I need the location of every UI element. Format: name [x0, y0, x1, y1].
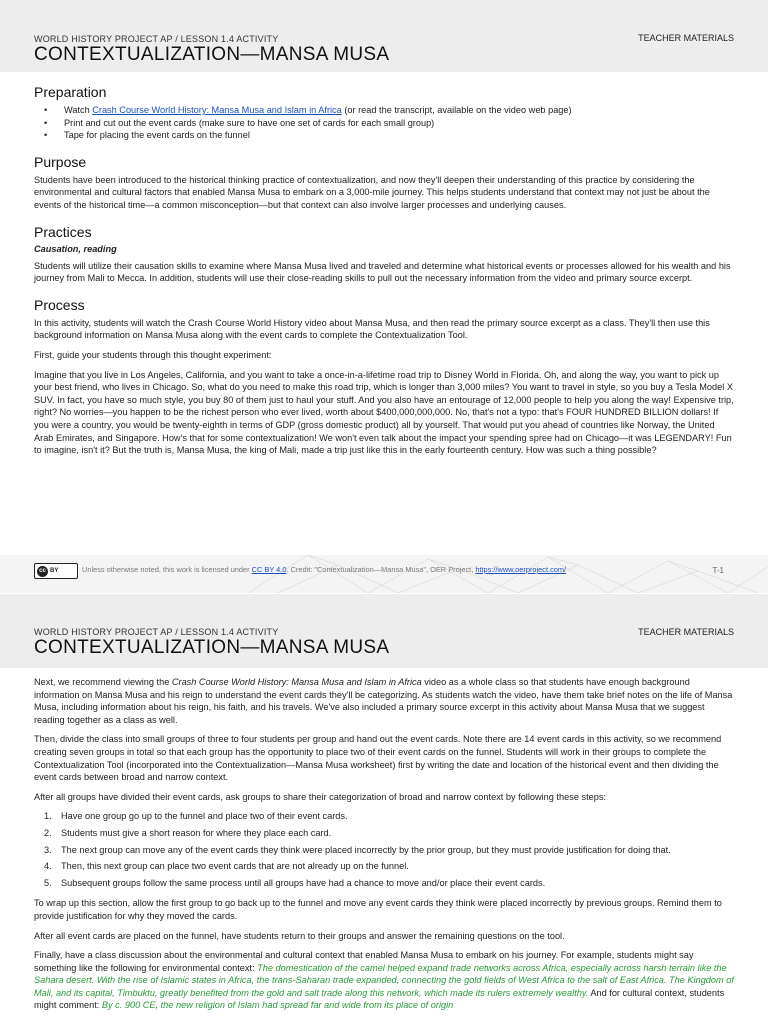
page-number: T-1	[712, 566, 724, 575]
step-number: 5.	[44, 877, 52, 888]
p6-suffix: And for cultural context, students might comment:	[34, 987, 725, 1011]
cc-icon: cc	[37, 566, 48, 577]
remaining-questions-paragraph: After all event cards are placed on the funnel, have students return to their groups and answer the remaining questions on the tool.	[34, 930, 565, 941]
page-2	[0, 594, 768, 1024]
page-footer	[0, 555, 768, 593]
page-title: CONTEXTUALIZATION—MANSA MUSA	[34, 44, 390, 65]
p1-prefix: Next, we recommend viewing the	[34, 677, 172, 687]
by-icon: BY	[50, 568, 59, 574]
preparation-heading: Preparation	[34, 84, 107, 100]
preparation-list	[34, 104, 734, 142]
steps-intro: After all groups have divided their event cards, ask groups to share their categorization of broad and narrow context by following these steps:	[34, 791, 606, 802]
footer-pattern	[248, 555, 768, 593]
teacher-materials-label: TEACHER MATERIALS	[638, 627, 734, 637]
discussion-paragraph	[34, 949, 734, 1012]
step-text: Subsequent groups follow the same process until all groups have had a chance to move and/or place their event cards.	[61, 877, 546, 888]
page-header	[0, 594, 768, 668]
oer-url-link[interactable]: https://www.oerproject.com/	[475, 565, 567, 574]
step-text: The next group can move any of the event cards they think were placed incorrectly by the prior group, but they must provide justification for doing that.	[61, 844, 671, 855]
step-number: 3.	[44, 844, 52, 855]
p6-prefix: Finally, have a class discussion about the environmental and cultural context that enabled Mansa Musa to embark on his journey. For example, students might say something like the following for environmental context:	[34, 950, 694, 973]
list-item	[44, 877, 734, 890]
step-text: Have one group go up to the funnel and place two of their event cards.	[61, 811, 348, 822]
prep-item-prefix: Watch	[64, 105, 93, 115]
step-number: 4.	[44, 861, 52, 872]
list-item: • Print and cut out the event cards (make sure to have one set of cards for each small group)	[44, 117, 734, 130]
practices-subheading: Causation, reading	[34, 243, 117, 254]
p1-suffix: video as a whole class so that students have enough background information on Mansa Musa and his reign to understand the event cards they'll be categorizing. As students watch the video, have them take brief notes on the life of Mansa Musa, including information about his reign, his faith, and his travels. We've also included a primary source excerpt in this activity about Mansa Musa that we suggest reading together as a class as well.	[34, 677, 733, 725]
teacher-materials-label: TEACHER MATERIALS	[638, 33, 734, 43]
list-item: • Tape for placing the event cards on the funnel	[44, 129, 734, 142]
list-item	[44, 810, 734, 823]
process-heading: Process	[34, 296, 85, 313]
page-content	[0, 84, 768, 457]
video-link[interactable]: Crash Course World History: Mansa Musa and Islam in Africa	[92, 105, 342, 115]
p1-video-title: Crash Course World History: Mansa Musa and Islam in Africa	[171, 677, 422, 687]
environmental-example: The domestication of the camel helped expand trade networks across Africa, especially across harsh terrain like the Sahara desert. With the rise of Islamic states in Africa, the trans-Saharan trade expanded, connecting the gold fields of West Africa to the salt of East Africa. The Kingdom of Mali, and its capital, Timbuktu, greatly benefited from the gold and salt trade along this network, which made its rulers extremely wealthy.	[34, 962, 734, 998]
list-item	[44, 844, 734, 857]
lesson-label: WORLD HISTORY PROJECT AP / LESSON 1.4 ACTIVITY	[34, 34, 279, 44]
page-title: CONTEXTUALIZATION—MANSA MUSA	[34, 637, 390, 658]
step-text: Students must give a short reason for where they place each card.	[61, 827, 332, 838]
steps-list	[34, 810, 734, 889]
video-paragraph	[34, 676, 734, 726]
process-paragraph: First, guide your students through this thought experiment:	[34, 349, 272, 360]
lesson-label: WORLD HISTORY PROJECT AP / LESSON 1.4 ACTIVITY	[34, 627, 279, 637]
license-prefix: Unless otherwise noted, this work is licensed under	[82, 565, 252, 574]
practices-text: Students will utilize their causation skills to examine where Mansa Musa lived and traveled and determine what historical events or processes allowed for his wealth and his journey from Mali to Mecca. In addition, students will use their close-reading skills to pull out the necessary information from the video and primary source excerpt.	[34, 260, 731, 284]
thought-experiment: Imagine that you live in Los Angeles, California, and you want to take a once-in-a-lifetime road trip to Disney World in Florida. Oh, and along the way, you want to pick up your best friend, who lives in Chicago. So, what do you need to make this road trip, which is longer than 3,000 miles? You want to travel in style, so you buy a Tesla Model X SUV. In fact, you have so much style, you buy 80 of them just to haul your stuff. And you also have an entourage of 12,000 people to help you along the way! Expensive trip, right? No worries—you happen to be the richest person who ever lived, worth about $400,000,000,000. No, that's not a typo: that's FOUR HUNDRED BILLION dollars! If you were a country, you would be twenty-eighth in terms of GDP (gross domestic product) all by yourself. That would put you ahead of countries like Norway, the United Arab Emirates, and Singapore. How's that for some contextualization! We won't even talk about the impact your spending spree had on Chicago—it was LEGENDARY! Fun to imagine, isn't it? But the truth is, Mansa Musa, the king of Mali, made a trip just like this in the early fourteenth century. How was such a thing possible?	[34, 369, 734, 456]
page-header	[0, 0, 768, 72]
practices-heading: Practices	[34, 223, 92, 240]
list-item	[44, 827, 734, 840]
process-paragraph: In this activity, students will watch the Crash Course World History video about Mansa Musa, and then read the primary source excerpt as a class. They'll then use this background information on Mansa Musa along with the event cards to complete the Contextualization Tool.	[34, 317, 710, 341]
page-content	[0, 668, 768, 1012]
purpose-heading: Purpose	[34, 153, 87, 170]
step-number: 2.	[44, 827, 52, 838]
cultural-example: By c. 900 CE, the new religion of Islam had spread far and wide from its place of origin	[101, 1000, 454, 1011]
license-link[interactable]: CC BY 4.0	[251, 565, 287, 574]
list-item	[44, 104, 734, 117]
cc-license-badge[interactable]	[34, 563, 78, 579]
groups-paragraph: Then, divide the class into small groups of three to four students per group and hand out the event cards. Note there are 14 event cards in this activity, so we recommend creating seven groups in total so that each group has the opportunity to place two of their event cards on the funnel. Students will work in their groups to complete the Contextualization Tool (incorporated into the Contextualization—Mansa Musa worksheet) first by writing the date and location of the historical event and then dividing the event cards between broad and narrow context.	[34, 734, 722, 783]
license-text	[82, 565, 566, 574]
purpose-text: Students have been introduced to the historical thinking practice of contextualization, and now they'll deepen their understanding of this practice by considering the environmental and cultural factors that enabled Mansa Musa to embark on a 3,000-mile journey. This helps students understand that context may not just be about the events of the historical time—a common misconception—but that context can also involve larger processes and underlying causes.	[34, 174, 710, 210]
wrap-up-paragraph: To wrap up this section, allow the first group to go back up to the funnel and move any event cards they think were placed incorrectly by previous groups. Remind them to provide justification for why they moved the cards.	[34, 898, 722, 921]
credit-text: . Credit: "Contextualization—Mansa Musa", OER Project,	[286, 565, 476, 574]
prep-item-suffix: (or read the transcript, available on the video web page)	[341, 105, 572, 115]
step-text: Then, this next group can place two event cards that are not already up on the funnel.	[61, 861, 409, 872]
list-item	[44, 860, 734, 873]
step-number: 1.	[44, 811, 52, 822]
